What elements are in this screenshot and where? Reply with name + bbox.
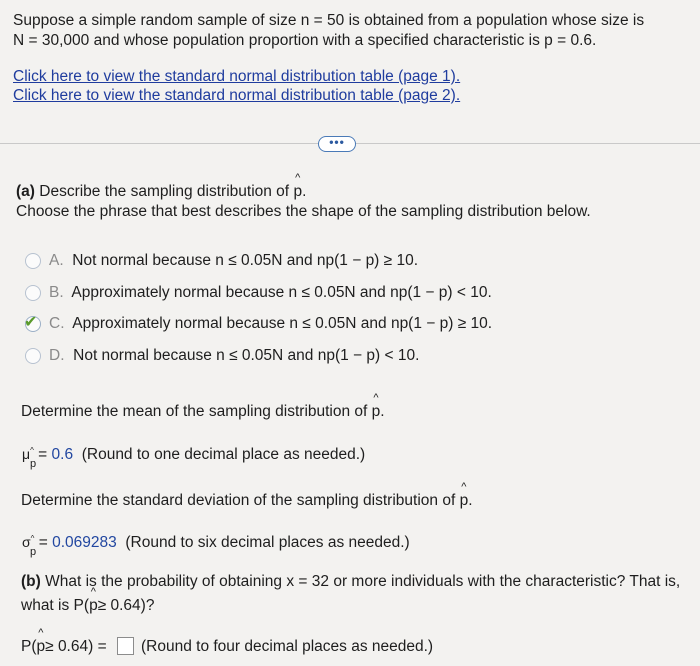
mean-answer-line: μ^ = 0.6 (Round to one decimal place as needed.) (22, 446, 366, 464)
part-a-heading (16, 182, 306, 202)
option-a[interactable] (49, 251, 418, 271)
mean-prompt-end: . (380, 403, 385, 420)
part-b-question: What is the probability of obtaining x = 32 or more individuals with the characteristic? That is, (45, 573, 681, 590)
mean-equals: = (38, 446, 48, 464)
sd-p-hat-symbol: ^ p (460, 491, 469, 511)
mu-symbol: μ (22, 446, 31, 463)
part-b-line-2-post: ≥ 0.64)? (97, 597, 155, 614)
option-a-text: Not normal because n ≤ 0.05N and np(1 − p) ≥ 10. (72, 252, 419, 269)
part-a-title: Describe the sampling distribution of (39, 183, 290, 200)
option-b-text: Approximately normal because n ≤ 0.05N and np(1 − p) < 10. (71, 284, 492, 301)
intro-line-1: Suppose a simple random sample of size n = 50 is obtained from a population whose size is (13, 12, 645, 29)
part-b-line-1 (21, 572, 680, 592)
part-b-ans-pre: P( (21, 638, 37, 655)
option-b-radio[interactable] (25, 285, 41, 301)
sd-equals: = (38, 534, 48, 552)
option-a-letter: A. (49, 252, 64, 269)
mean-round-note: (Round to one decimal place as needed.) (81, 446, 366, 464)
mean-p-hat-symbol: ^ p (372, 402, 381, 422)
part-a-title-end: . (302, 183, 307, 200)
part-a-instruction: Choose the phrase that best describes the shape of the sampling distribution below. (16, 203, 591, 220)
more-options-button[interactable]: ••• (318, 136, 356, 152)
part-b-line-2-pre: what is P( (21, 597, 90, 614)
sd-prompt (21, 491, 473, 511)
part-b-answer-label (21, 637, 107, 657)
option-c-letter: C. (49, 315, 65, 332)
option-c-text: Approximately normal because n ≤ 0.05N and np(1 − p) ≥ 10. (72, 315, 493, 332)
option-c[interactable] (49, 314, 492, 334)
correct-check-icon: ✔ (24, 314, 38, 331)
sd-prompt-text: Determine the standard deviation of the sampling distribution of (21, 492, 456, 509)
option-d[interactable] (49, 346, 419, 366)
option-d-letter: D. (49, 347, 65, 364)
sd-sub-p: p (30, 546, 37, 558)
part-b-line-2 (21, 596, 154, 616)
mean-answer-value: 0.6 (51, 446, 74, 464)
sd-prompt-end: . (468, 492, 473, 509)
intro-line-2: N = 30,000 and whose population proportion with a specified characteristic is p = 0.6. (13, 32, 597, 49)
option-b[interactable] (49, 283, 492, 303)
mean-prompt-text: Determine the mean of the sampling distribution of (21, 403, 368, 420)
table-page-1-link[interactable]: Click here to view the standard normal distribution table (page 1). (13, 68, 461, 85)
option-d-radio[interactable] (25, 348, 41, 364)
sd-round-note: (Round to six decimal places as needed.) (125, 534, 410, 552)
sd-answer-line: σ^ = 0.069283 (Round to six decimal places as needed.) (22, 534, 410, 552)
sd-answer-value: 0.069283 (52, 534, 117, 552)
part-b-p-hat-symbol: ^ p (89, 596, 98, 616)
table-page-2-link[interactable]: Click here to view the standard normal distribution table (page 2). (13, 87, 461, 104)
option-a-radio[interactable] (25, 253, 41, 269)
option-b-letter: B. (49, 284, 64, 301)
part-b-ans-p-hat-symbol: ^ p (37, 637, 46, 657)
option-d-text: Not normal because n ≤ 0.05N and np(1 − p) < 10. (73, 347, 420, 364)
part-b-round-note: (Round to four decimal places as needed.) (141, 638, 434, 655)
mean-sub-p: p (30, 458, 37, 470)
part-a-label: (a) (16, 183, 35, 200)
part-b-ans-post: ≥ 0.64) = (45, 638, 107, 655)
part-b-label: (b) (21, 573, 41, 590)
p-hat-symbol: ^ p (293, 182, 302, 202)
mean-prompt (21, 402, 385, 422)
probability-answer-input[interactable] (117, 637, 134, 655)
sigma-symbol: σ (22, 534, 31, 551)
